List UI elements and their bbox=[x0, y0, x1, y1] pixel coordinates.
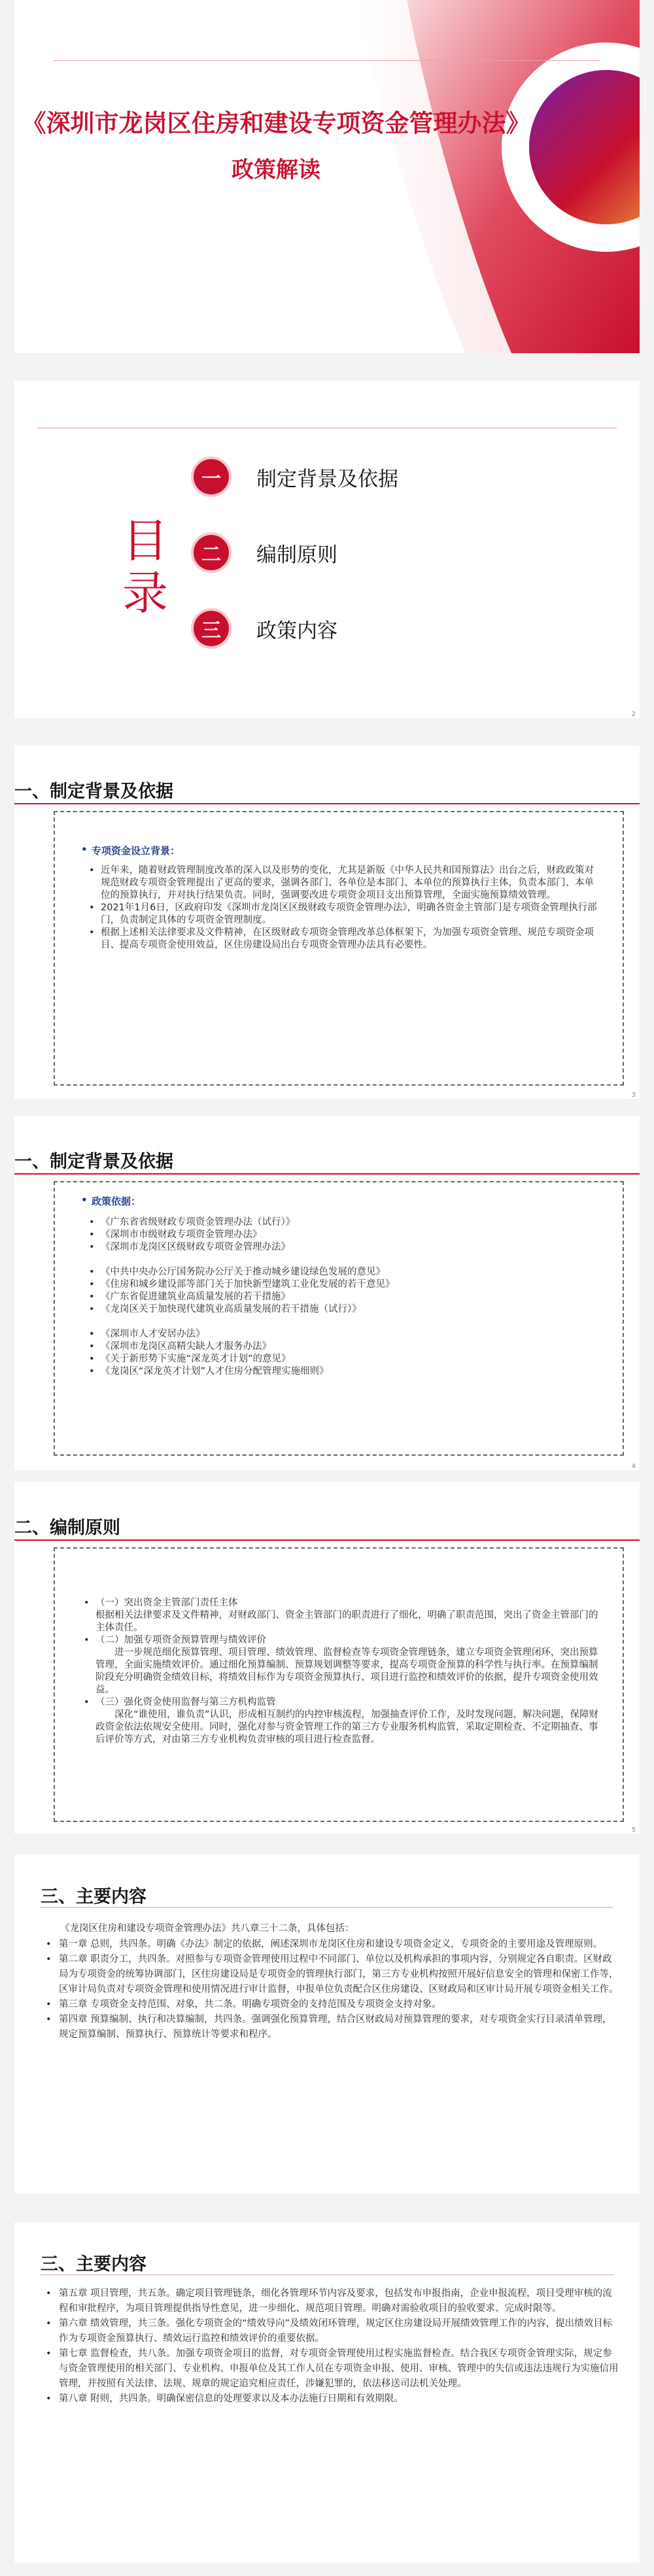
principle-title: • （二）加强专项资金预算管理与绩效评价 bbox=[84, 1635, 266, 1645]
page-number: 4 bbox=[631, 1463, 636, 1470]
list-item: • 第六章 绩效管理，共三条。强化专项资金的“绩效导向”及绩效闭环管理，规定区住房建设局开展绩效管理工作的内容，提出绩效目标作为专项资金预算执行、绩效运行监控和绩效评价的重要依据。 bbox=[41, 2316, 621, 2346]
list-item: • 《深圳市人才安居办法》 bbox=[82, 1328, 603, 1341]
list-item: • 《广东省促进建筑业高质量发展的若干措施》 bbox=[82, 1291, 603, 1303]
section-heading: 三、主要内容 bbox=[41, 2254, 146, 2275]
page-number: 2 bbox=[631, 711, 636, 718]
toc-number: 三 bbox=[191, 608, 232, 649]
section-heading: 二、编制原则 bbox=[14, 1518, 120, 1538]
basis-groups bbox=[82, 1216, 603, 1378]
content-box bbox=[54, 1181, 624, 1456]
principle-body: 根据相关法律要求及文件精神，对财政部门、资金主管部门的职责进行了细化，明确了职责范围，突出了资金主管部门的主体责任。 bbox=[95, 1610, 598, 1633]
page-number: 5 bbox=[631, 1827, 636, 1834]
list-item: • 第二章 职责分工，共四条。对照参与专项资金管理使用过程中不同部门、单位以及机构承担的事项内容，分别规定各自职责。区财政局为专项资金的统筹协调部门，区住房建设局是专项资金的管理执行部门，第三方专业机构按照开展好信息安全的管理和保密工作等，区审计局负责对专项资金管理和使用情况进行审计监督，申报单位负责配合区住房建设、区财政局和区审计局开展专项资金相关工作。 bbox=[41, 1952, 621, 1997]
basis-group bbox=[82, 1216, 603, 1254]
list-item: • 《龙岗区“深龙英才计划”人才住房分配管理实施细则》 bbox=[82, 1365, 603, 1378]
heading-underline bbox=[14, 1539, 640, 1541]
list-item: • 《深圳市市级财政专项资金管理办法》 bbox=[82, 1229, 603, 1241]
list-item: • 《龙岗区关于加快现代建筑业高质量发展的若干措施（试行）》 bbox=[82, 1303, 603, 1316]
principles-slide bbox=[14, 1482, 640, 1834]
toc-number: 二 bbox=[191, 532, 232, 573]
list-item: • 《住房和城乡建设部等部门关于加快新型建筑工业化发展的若干意见》 bbox=[82, 1279, 603, 1291]
principle-title: • （三）强化资金使用监督与第三方机构监管 bbox=[84, 1697, 276, 1708]
list-item: • 《关于新形势下实施“深龙英才计划”的意见》 bbox=[82, 1353, 603, 1365]
basis-group bbox=[82, 1328, 603, 1378]
toc-item[interactable] bbox=[191, 456, 398, 497]
toc-slide bbox=[14, 381, 640, 718]
list-item: • 第七章 监督检查，共八条。加强专项资金项目的监督，对专项资金管理使用过程实施监督检查。结合我区专项资金管理实际，规定参与资金管理使用的相关部门、专业机构、申报单位及其工作人员在专项资金申报、使用、审核、管理中的失信或违法违规行为实施信用管理，并按照有关法律、法规、规章的规定追究相应责任，涉嫌犯罪的，依法移送司法机关处理。 bbox=[41, 2346, 621, 2392]
cover-title: 《深圳市龙岗区住房和建设专项资金管理办法》 bbox=[22, 109, 530, 137]
box-title: • 政策依据： bbox=[81, 1194, 141, 1207]
list-item: • 近年来，随着财政管理制度改革的深入以及形势的变化，尤其是新版《中华人民共和国预算法》出台之后，财政政策对规范财政专项资金管理提出了更高的要求，强调各部门、各单位是本部门、本单位的预算执行主体，负责本部门、本单位的预算执行，并对执行结果负责。同时，强调要改进专项资金项目支出预算管理，全面实施预算绩效管理。 bbox=[82, 865, 603, 902]
principle-body: 进一步规范细化预算管理、项目管理、绩效管理、监督检查等专项资金管理链条，建立专项资金管理闭环，突出预算管理，全面实施绩效评价。通过细化预算编制、预算规划调整等要求，提高专项资金预算的科学性与执行率。在预算编制阶段充分明确资金绩效目标，将绩效目标作为专项资金预算执行、项目进行监控和绩效评价的依据，提升专项资金使用效益。 bbox=[95, 1647, 598, 1695]
list-item: • 第五章 项目管理，共五条。确定项目管理链条，细化各管理环节内容及要求，包括发布申报指南，企业申报流程，项目受理审核的流程和审批程序，为项目管理提供指导性意见，进一步细化、规范项目管理。明确对需验收项目的验收要求、完成时限等。 bbox=[41, 2286, 621, 2316]
list-item: • 2021年1月6日，区政府印发《深圳市龙岗区区级财政专项资金管理办法》，明确各资金主管部门是专项资金管理执行部门，负责制定具体的专项资金管理制度。 bbox=[82, 902, 603, 927]
toc-text: 编制原则 bbox=[256, 543, 337, 567]
list-item: • 第四章 预算编制、执行和决算编制，共四条。强调强化预算管理，结合区财政局对预算管理的要求，对专项资金实行目录清单管理，规定预算编制、预算执行、预算统计等要求和程序。 bbox=[41, 2012, 621, 2042]
content-box bbox=[54, 1547, 624, 1822]
chapter-list bbox=[41, 1937, 621, 2042]
chapter-list bbox=[41, 2286, 621, 2407]
list-item: • 《深圳市龙岗区区级财政专项资金管理办法》 bbox=[82, 1241, 603, 1254]
toc-text: 政策内容 bbox=[256, 619, 337, 643]
box-title: • 专项资金设立背景： bbox=[81, 844, 181, 857]
content-box bbox=[54, 811, 624, 1086]
cover-slide bbox=[14, 0, 640, 353]
principle-body: 深化“谁使用，谁负责”认识，形成相互制约的内控审核流程，加强抽查评价工作，及时发现问题，解决问题，保障财政资金依法依规安全使用。同时，强化对参与资金管理工作的第三方专业服务机构监管，采取定期检查、不定期抽查、事后评价等方式，对由第三方专业机构负责审核的项目进行检查监督。 bbox=[95, 1709, 599, 1745]
toc-text: 制定背景及依据 bbox=[256, 467, 398, 491]
bullet-list bbox=[82, 865, 603, 952]
heading-underline bbox=[14, 803, 640, 804]
heading-underline bbox=[41, 1907, 613, 1908]
background-slide bbox=[14, 746, 640, 1099]
intro-text: 《龙岗区住房和建设专项资金管理办法》共八章三十二条，具体包括： bbox=[60, 1923, 354, 1934]
toc-item[interactable] bbox=[191, 532, 337, 573]
toc-label: 目录 bbox=[122, 514, 168, 620]
section-heading: 一、制定背景及依据 bbox=[14, 781, 173, 802]
page-number: 3 bbox=[631, 1091, 636, 1099]
toc-number: 一 bbox=[191, 456, 232, 497]
basis-group bbox=[82, 1266, 603, 1316]
list-item: • 《深圳市龙岗区高精尖缺人才服务办法》 bbox=[82, 1341, 603, 1353]
section-heading: 三、主要内容 bbox=[41, 1887, 146, 1907]
list-item: • 第八章 附则，共四条。明确保密信息的处理要求以及本办法施行日期和有效期限。 bbox=[41, 2392, 621, 2407]
list-item: • 根据上述相关法律要求及文件精神，在区级财政专项资金管理改革总体框架下，为加强专项资金管理、规范专项资金项目、提高专项资金使用效益，区住房建设局出台专项资金管理办法具有必要性。 bbox=[82, 927, 603, 952]
content-slide-2 bbox=[14, 2222, 640, 2562]
content-slide-1 bbox=[14, 1855, 640, 2193]
section-heading: 一、制定背景及依据 bbox=[14, 1152, 173, 1172]
list-item: • 第三章 专项资金支持范围、对象，共二条。明确专项资金的支持范围及专项资金支持对象。 bbox=[41, 1997, 621, 2012]
basis-slide bbox=[14, 1116, 640, 1470]
heading-underline bbox=[14, 1173, 640, 1175]
list-item: • 《广东省省级财政专项资金管理办法（试行）》 bbox=[82, 1216, 603, 1229]
list-item: • 第一章 总则，共四条。明确《办法》制定的依据，阐述深圳市龙岗区住房和建设专项资金定义，专项资金的主要用途及管理原则。 bbox=[41, 1937, 621, 1952]
list-item: • 《中共中央办公厅国务院办公厅关于推动城乡建设绿色发展的意见》 bbox=[82, 1266, 603, 1279]
cover-subtitle: 政策解读 bbox=[232, 157, 320, 183]
top-divider bbox=[54, 60, 600, 61]
toc-item[interactable] bbox=[191, 608, 337, 649]
principles-text bbox=[82, 1597, 603, 1746]
principle-title: • （一）突出资金主管部门责任主体 bbox=[84, 1598, 238, 1608]
